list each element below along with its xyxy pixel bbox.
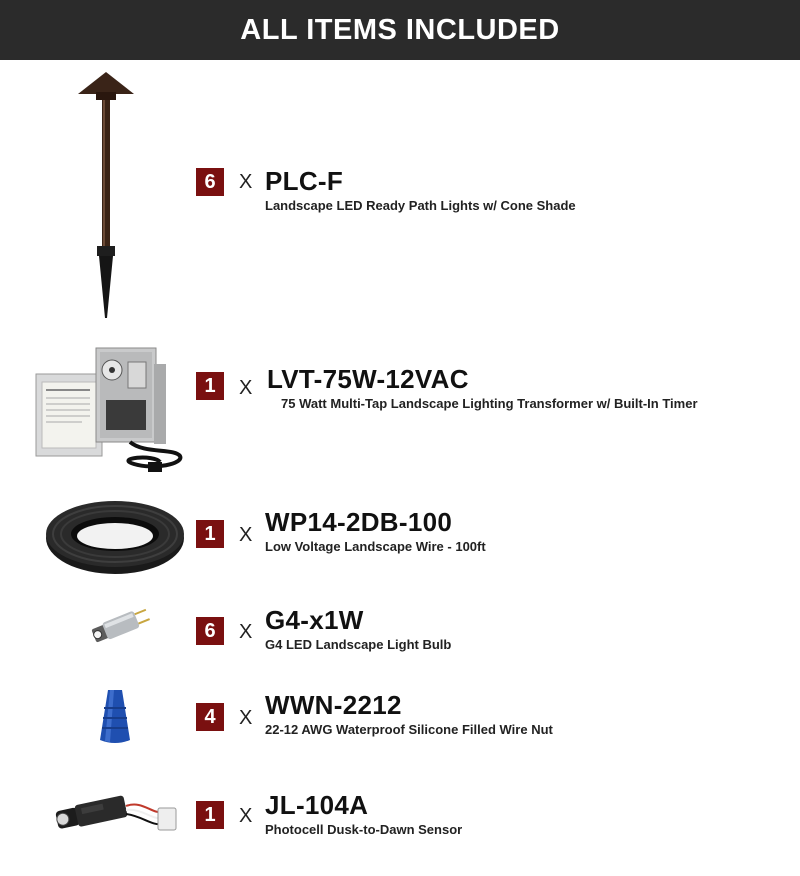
product-description: Landscape LED Ready Path Lights w/ Cone Shade <box>265 198 576 213</box>
quantity-badge: 1 <box>196 801 224 829</box>
product-description: Low Voltage Landscape Wire - 100ft <box>265 539 486 554</box>
product-sku: WP14-2DB-100 <box>265 507 453 537</box>
product-sku: LVT-75W-12VAC <box>267 364 469 394</box>
quantity-badge: 6 <box>196 168 224 196</box>
times-sign: X <box>239 707 253 729</box>
product-description: 22-12 AWG Waterproof Silicone Filled Wire Nut <box>265 722 553 737</box>
quantity-badge: 1 <box>196 372 224 400</box>
product-sku: PLC-F <box>265 166 344 196</box>
times-sign: X <box>239 621 253 643</box>
times-sign: X <box>239 524 253 546</box>
product-sku: WWN-2212 <box>265 690 402 720</box>
quantity-badge: 1 <box>196 520 224 548</box>
product-description: 75 Watt Multi-Tap Landscape Lighting Transformer w/ Built-In Timer <box>281 396 698 411</box>
quantity-badge: 6 <box>196 617 224 645</box>
header-bar <box>0 0 800 60</box>
wire-nut-image <box>96 688 134 746</box>
product-sku: G4-x1W <box>265 605 364 635</box>
times-sign: X <box>239 377 253 399</box>
times-sign: X <box>239 171 253 193</box>
times-sign: X <box>239 805 253 827</box>
photocell-image <box>52 784 180 840</box>
path-light-image <box>76 70 136 322</box>
page-title: ALL ITEMS INCLUDED <box>240 13 560 46</box>
product-description: Photocell Dusk-to-Dawn Sensor <box>265 822 463 837</box>
wire-coil-image <box>44 498 186 576</box>
product-description: G4 LED Landscape Light Bulb <box>265 637 452 652</box>
quantity-badge: 4 <box>196 703 224 731</box>
transformer-image <box>34 344 184 474</box>
g4-bulb-image <box>84 605 154 647</box>
product-sku: JL-104A <box>265 790 369 820</box>
